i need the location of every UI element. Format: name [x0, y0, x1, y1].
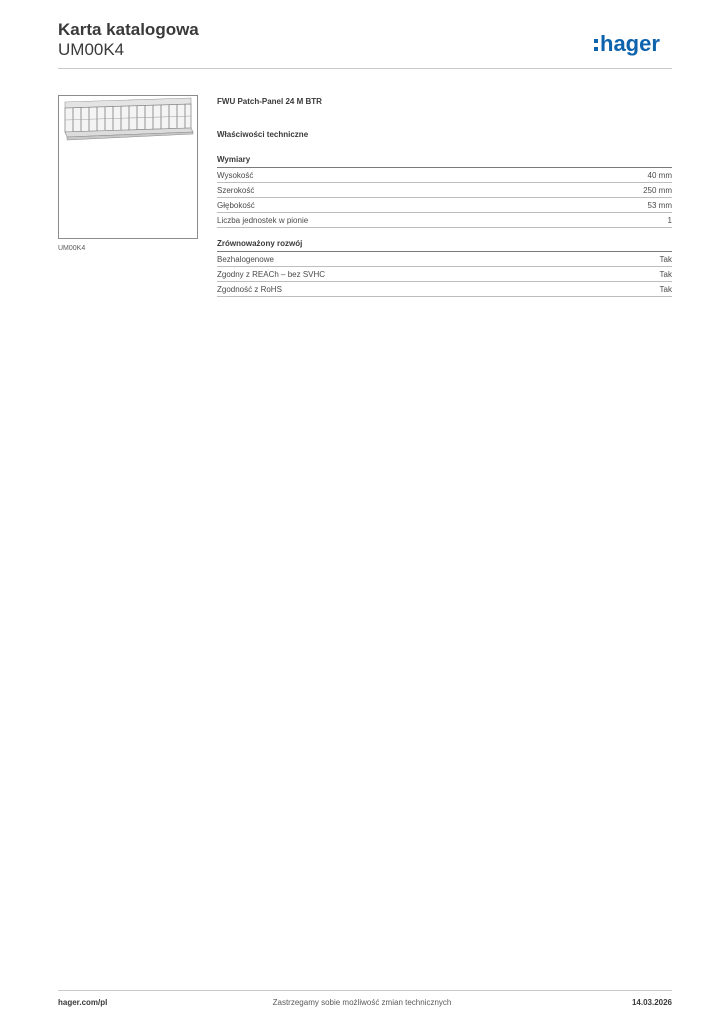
section-title-technical: Właściwości techniczne: [217, 130, 309, 139]
hager-logo: [592, 28, 674, 58]
document-title: Karta katalogowa: [58, 20, 199, 39]
product-details: [217, 97, 672, 297]
spec-label: Głębokość: [217, 200, 255, 210]
spec-label: Liczba jednostek w pionie: [217, 215, 309, 225]
spec-row: [217, 282, 672, 297]
spec-label: Szerokość: [217, 185, 255, 195]
group-title-dimensions: Wymiary: [217, 155, 672, 168]
group-title-sustainability: Zrównoważony rozwój: [217, 239, 672, 252]
document-code: UM00K4: [58, 40, 125, 59]
spec-value: 1: [667, 215, 672, 225]
spec-row: [217, 168, 672, 183]
spec-value: 40 mm: [647, 170, 672, 180]
spec-value: 250 mm: [643, 185, 672, 195]
spec-value: Tak: [659, 284, 672, 294]
spec-row: [217, 213, 672, 228]
spec-label: Bezhalogenowe: [217, 254, 274, 264]
footer-date: 14.03.2026: [631, 998, 672, 1007]
spec-row: [217, 267, 672, 282]
product-image: [58, 95, 198, 239]
footer-website-link[interactable]: hager.com/pl: [58, 998, 108, 1007]
product-name: FWU Patch-Panel 24 M BTR: [217, 97, 322, 106]
spec-row: [217, 252, 672, 267]
patch-panel-illustration: [59, 96, 197, 238]
footer-divider: [58, 990, 672, 991]
spec-label: Zgodny z REACh – bez SVHC: [217, 269, 326, 279]
spec-row: [217, 198, 672, 213]
header-divider: [58, 68, 672, 69]
spec-row: [217, 183, 672, 198]
spec-value: Tak: [659, 269, 672, 279]
spec-label: Wysokość: [217, 170, 254, 180]
image-caption: UM00K4: [58, 245, 86, 252]
spec-label: Zgodność z RoHS: [217, 284, 282, 294]
hager-logo-text: hager: [600, 31, 660, 56]
spec-value: 53 mm: [647, 200, 672, 210]
footer-disclaimer: Zastrzegamy sobie możliwość zmian technicznych: [272, 998, 452, 1007]
spec-value: Tak: [659, 254, 672, 264]
